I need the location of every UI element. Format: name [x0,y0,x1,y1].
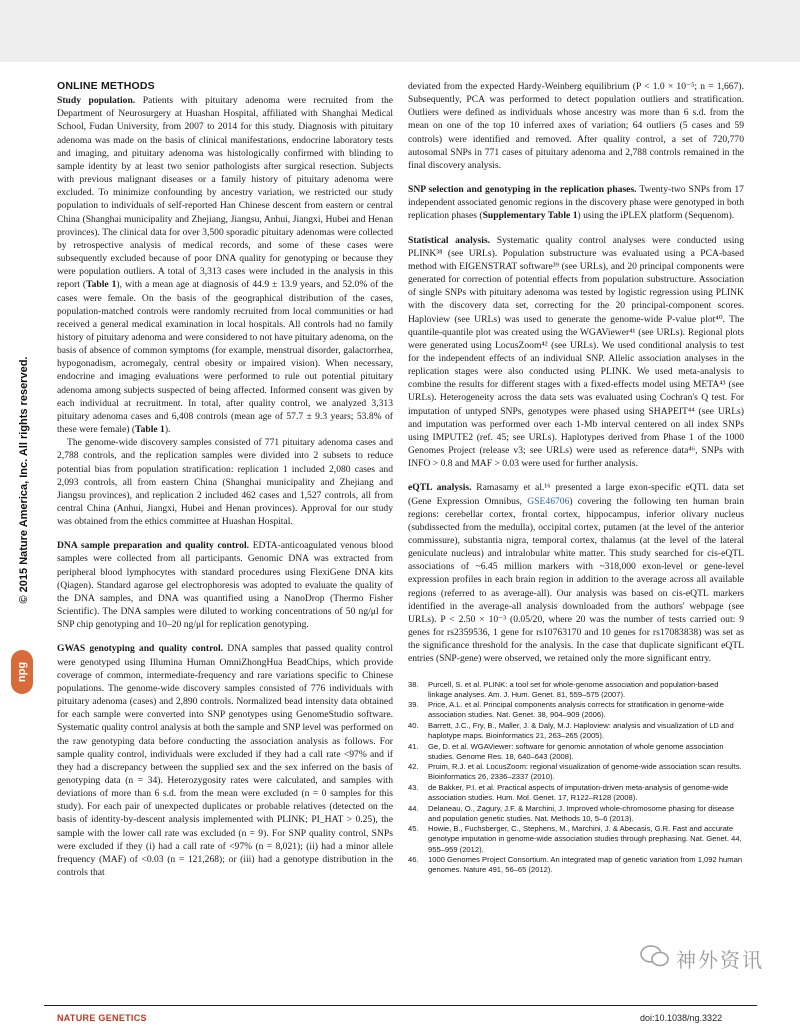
snp-section [408,183,744,222]
table1-ref-2: Table 1 [135,424,165,436]
snp-text-2: ) using the iPLEX platform (Sequenom). [577,210,735,222]
top-margin [0,0,800,62]
npg-logo [11,650,33,694]
footer-rule [44,1005,757,1006]
table1-ref: Table 1 [86,279,117,291]
geo-accession-link[interactable]: GSE46706 [527,495,570,507]
reference-number: 46. [408,855,419,865]
reference-number: 45. [408,824,419,834]
reference-item [408,721,744,741]
reference-text: 1000 Genomes Project Consortium. An integrated map of genetic variation from 1,092 human genomes. Nature 491, 56–65 (2012). [428,855,743,875]
reference-text: Delaneau, O., Zagury, J.F. & Marchini, J. Improved whole-chromosome phasing for disease and population genetic studies. Nat. Methods 10, 5–6 (2013). [428,803,735,823]
eqtl-heading: eQTL analysis. [408,482,472,494]
reference-number: 40. [408,720,419,730]
reference-item [408,700,744,720]
reference-text: Price, A.L. et al. Principal components analysis corrects for stratification in genome-wide association studies. Nat. Genet. 38, 904–909 (2006). [428,700,724,720]
reference-number: 38. [408,679,419,689]
watermark-text: 神外资讯 [676,948,764,972]
reference-item [408,855,744,875]
gwas-heading: GWAS genotyping and quality control. [57,643,224,655]
gwas-text: DNA samples that passed quality control were genotyped using Illumina Human OmniZhongHua BeadChips, which provide coverage of common, intermediate-frequency and rare variations specific to Chinese populations. The genome-wide discovery samples consisted of 776 individuals with pituitary adenoma (cases) and 2,890 controls. Normalized bead intensity data obtained for each sample were converted into SNP genotypes using GenomeStudio software. Systematic quality control analysis at both the sample and SNP level was performed on the raw genotyping data before conducting the association analysis as follows. For sample quality control, individuals were excluded if they had a call rate <97% and if they had a discrepancy between the supplied sex and the sex inferred on the basis of genotyping data (n = 34). Heterozygosity rates were calculated, and samples with deviations of more than 6 s.d. from the mean were excluded (n = 0 samples for this study). For each pair of unexpected duplicates or probable relatives (detected on the basis of identity-by-descent analysis implemented with PLINK; PI_HAT > 0.25), the sample with the lower call rate was excluded (n = 9). For SNP quality control, SNPs were excluded if they (i) had a call rate of <97% (n = 8,021); (ii) had a minor allele frequency (MAF) of <0.03 (n = 121,268); or (iii) had a genotype distribution in the controls that [57,643,393,879]
snp-text-1: Twenty-two SNPs from 17 independent associated genomic regions in the discovery phase were genotyped in both replication phases ( [408,184,744,222]
reference-item [408,742,744,762]
reference-item [408,680,744,700]
eqtl-section [408,481,744,665]
reference-text: Barrett, J.C., Fry, B., Maller, J. & Daly, M.J. Haploview: analysis and visualization of LD and haplotype maps. Bioinformatics 21, 263–265 (2005). [428,720,734,741]
reference-number: 43. [408,783,419,792]
gwas-continued-text: deviated from the expected Hardy-Weinberg equilibrium (P < 1.0 × 10⁻⁵; n = 1,667). Subsequently, PCA was performed to detect population outliers and stratification. Outliers were defined as individuals whose ancestry was more than 6 s.d. from the mean on one of the top 10 inferred axes of variation; 64 outliers (5 cases and 59 controls) were identified and removed. After quality control, a set of 720,770 autosomal SNPs in 771 cases of pituitary adenoma and 2,788 controls remained in the final discovery analysis. [408,81,744,171]
statistical-section [408,234,744,471]
reference-number: 39. [408,700,419,710]
reference-text: Pruim, R.J. et al. LocusZoom: regional visualization of genome-wide association scan results. Bioinformatics 26, 2336–2337 (2010). [428,762,742,782]
dna-heading: DNA sample preparation and quality control. [57,540,250,552]
copyright-notice [14,300,34,660]
reference-item [408,804,744,824]
supplementary-table-ref: Supplementary Table 1 [482,210,578,222]
left-column [57,80,393,879]
dna-text: EDTA-anticoagulated venous blood samples were collected from all participants. Genomic DNA was extracted from peripheral blood lymphocytes with standard procedures using FlexiGene DNA kits (Qiagen). Standard agarose gel electrophoresis was adopted to evaluate the quality of the DNA samples, and DNA was quantified using a NanoDrop (Thermo Fisher Scientific). The DNA samples were diluted to working concentrations of 50 ng/μl for SNP chip genotyping and 10–20 ng/μl for replication genotyping. [57,540,393,631]
reference-text: de Bakker, P.I. et al. Practical aspects of imputation-driven meta-analysis of genome-wide association studies. Hum. Mol. Genet. 17, R122–R128 (2008). [428,783,729,803]
eqtl-text-2: ) covering the following ten human brain regions: cerebellar cortex, frontal cortex, hippocampus, inferior olivary nucleus (subdissected from the medulla), occipital cortex, putamen (at the level of the anterior commissure), substantia nigra, temporal cortex, thalamus (at the level of the lateral geniculate nucleus) and intralobular white matter. This study searched for cis-eQTL associations of ~6.45 million markers with ~318,000 exon-level or gene-level expression profiles in each brain region in addition to the average across all available regions (referred to as average-all). Our analysis was based on cis-eQTL markers identified in the average-all analysis downloaded from the authors' webpage (see URLs). P < 2.50 × 10⁻³ (0.05/20, where 20 was the number of tests carried out: 9 genes for rs2359536, 1 gene for rs10763170 and 10 genes for rs17083838) was set as the significance threshold for the analysis. In the case that duplicate significant eQTL entries (SNP-gene) were observed, we retained only the more significant entry. [408,495,744,665]
study-population-heading: Study population. [57,95,136,107]
snp-heading: SNP selection and genotyping in the replication phases. [408,184,637,196]
reference-text: Ge, D. et al. WGAViewer: software for genomic annotation of whole genome association studies. Genome Res. 18, 640–643 (2008). [428,741,724,761]
eqtl-text-1: Ramasamy et al.¹⁶ presented a large exon-specific eQTL data set (Gene Expression Omnibus, [408,482,745,507]
reference-number: 44. [408,803,419,813]
reference-text: Howie, B., Fuchsberger, C., Stephens, M., Marchini, J. & Abecasis, G.R. Fast and accurate genotype imputation in genome-wide association studies through prephasing. Nat. Genet. 44, 955–959 (2012). [428,824,742,854]
study-population-text-1: Patients with pituitary adenoma were recruited from the Department of Neurosurgery at Huashan Hospital, affiliated with Shanghai Medical School, Fudan University, from 2007 to 2014 for this study. Diagnosis with pituitary adenoma was made on the basis of clinical manifestations, endocrine laboratory tests and imaging, and pituitary adenoma was histologically confirmed with blinding to sample identity by at least two senior pathologists after surgical resection. Subjects with previous malignant diseases or a family history of pituitary adenoma were excluded. To minimize confounding by ancestry variation, we restricted our study population to individuals of self-reported Han Chinese descent from eastern or central China (Shanghai municipality and Zhejiang, Jiangsu, Anhui, Jiangxi, Hubei and Henan provinces). The clinical data for over 3,500 sporadic pituitary adenomas were collected by retrospective analysis of medical records, and some of these cases were subsequently excluded because of poor DNA quality for genotyping or because they were population outliers. A total of 3,313 cases were included in the analysis in this report ( [57,95,393,291]
section-title: ONLINE METHODS [57,80,155,92]
watermark [640,940,790,980]
gwas-section [57,642,393,879]
statistical-heading: Statistical analysis. [408,234,491,246]
reference-item [408,762,744,782]
study-population-paragraph-2: The genome-wide discovery samples consisted of 771 pituitary adenoma cases and 2,788 controls, and the replication samples were divided into 2 subsets to reduce potential bias from population stratification: replication 1 included 2,080 cases and 2,093 controls, all from eastern China (Shanghai municipality and Zhejiang and Jiangsu provinces), and replication 2 included 462 cases and 1,527 controls, all from central China (Anhui, Jiangxi, Hubei and Henan provinces). Approval for our study was obtained from the ethics committee at Huashan Hospital. [57,437,393,528]
reference-list [408,680,744,876]
study-population-text-2: ), with a mean age at diagnosis of 44.9 ± 13.9 years, and 52.0% of the cases were female. On the basis of the geographical distribution of the cases, population-matched controls were randomly recruited from local communities or had received a general medical examination in local hospitals. All controls had no family history of pituitary adenoma and were considered to not have pituitary adenoma, on the basis of absence of common symptoms (for example, menstrual disorder, galactorrhea, hypogonadism, acromegaly, central obesity or impaired vision). When necessary, endocrine and imaging evaluations were performed to rule out potential pituitary adenoma among subjects suspected of being affected. Informed consent was given by each individual at recruitment. In total, after quality control, we analyzed 3,313 pituitary adenoma cases and 6,408 controls (mean age of 57.7 ± 9.3 years; 53.8% of these were female) ( [57,279,393,436]
doi: doi:10.1038/ng.3322 [640,1013,723,1023]
wechat-icon [640,944,670,968]
reference-number: 42. [408,762,419,772]
dna-section [57,539,393,631]
npg-logo-text: npg [16,661,28,683]
reference-item [408,824,744,854]
reference-item [408,783,744,803]
statistical-text: Systematic quality control analyses were conducted using PLINK³⁸ (see URLs). Population substructure was evaluated using a PCA-based method with EIGENSTRAT software³⁹ (see URLs), and 20 principal components were generated for correction of potential effects from population substructure. Association of single SNPs with pituitary adenoma was tested by logistic regression using PLINK with the discovery data set, correcting for the 20 principal-component scores. Haploview (see URLs) was used to generate the genome-wide P-value plot⁴⁰. The quantile-quantile plot was created using the WGAViewer⁴¹ (see URLs). Regional plots were generated using LocusZoom⁴² (see URLs). We used conditional analysis to test for the independent effects of an individual SNP. Allelic association analyses in the replication stages were also conducted using PLINK. We used meta-analysis to combine the results for different stages with a fixed-effects model using META⁴³ (see URLs). Heterogeneity across the data sets was evaluated using Cochran's Q test. For imputation of untyped SNPs, genotypes were phased using SHAPEIT⁴⁴ (see URLs) and imputation was performed over each 1-Mb interval centered on all index SNPs using IMPUTE2 (ref. 45; see URLs). Haplotypes derived from Phase 1 of the 1000 Genomes Project (release v3; see URLs) were used as reference data⁴⁶, SNPs with INFO > 0.8 and MAF > 0.03 were used for further analysis. [408,234,744,470]
right-column [408,80,744,876]
copyright-text: © 2015 Nature America, Inc. All rights reserved. [18,356,30,604]
reference-text: Purcell, S. et al. PLINK: a tool set for whole-genome association and population-based linkage analyses. Am. J. Hum. Genet. 81, 559–575 (2007). [428,679,719,699]
journal-name: NATURE GENETICS [57,1013,147,1023]
reference-number: 41. [408,741,419,751]
study-population-text-3: ). [164,424,171,436]
study-population-section [57,94,393,528]
